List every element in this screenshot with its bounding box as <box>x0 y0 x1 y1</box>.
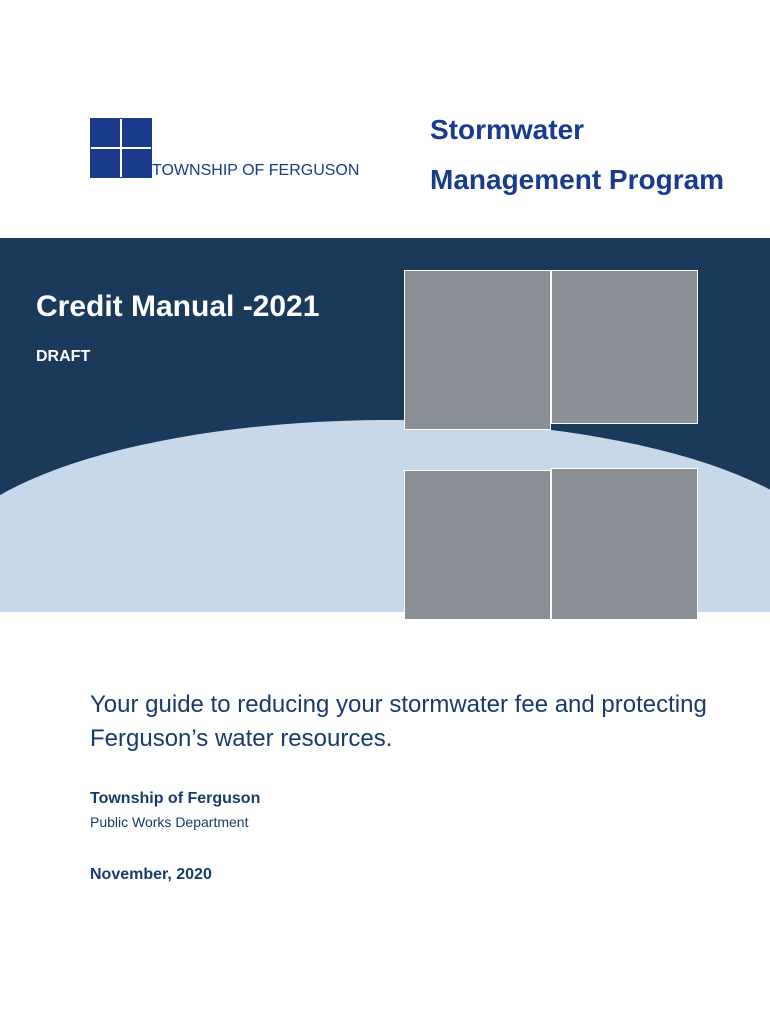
department: Public Works Department <box>90 814 249 830</box>
title-line-1: Stormwater <box>430 114 585 145</box>
photo-pond <box>551 468 698 620</box>
guide-text: Your guide to reducing your stormwater fee and protecting Ferguson’s water resources. <box>90 691 707 752</box>
date: November, 2020 <box>90 866 212 883</box>
photo-map <box>404 470 551 620</box>
manual-title: Credit Manual -2021 <box>36 290 320 323</box>
draft-label: DRAFT <box>36 348 91 365</box>
photo-street <box>404 270 551 430</box>
photo-drain <box>551 270 698 424</box>
township-name: TOWNSHIP OF FERGUSON <box>152 162 360 179</box>
program-title <box>430 105 724 205</box>
title-line-2: Management Program <box>430 164 725 195</box>
township-logo <box>90 118 152 178</box>
org-name: Township of Ferguson <box>90 790 261 807</box>
